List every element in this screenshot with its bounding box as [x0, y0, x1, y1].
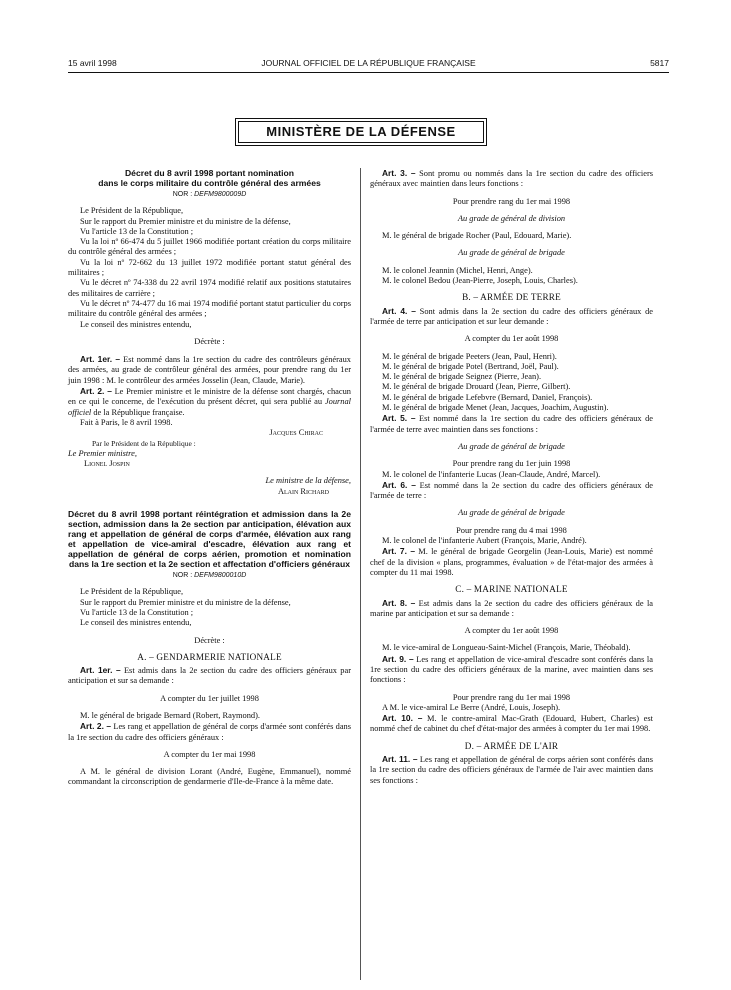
article-text: M. le général de brigade Georgelin (Jean-Louis, Marie) est nommé chef de la division « plans, programmes, évaluation » de l'état-major des armées à compter du 11 mai 1998.: [370, 547, 653, 577]
article-text: M. le contre-amiral Mac-Grath (Edouard, Hubert, Charles) est nommé chef de cabinet du chef d'état-major des armées à compter du 1er mai 1998.: [370, 714, 653, 734]
d1-md-name: Alain Richard: [277, 486, 329, 496]
officer-name: M. le général de brigade Lefebvre (Bernard, Daniel, François).: [382, 392, 593, 402]
section-d-heading: D. – ARMÉE DE L'AIR: [464, 740, 559, 751]
officer-name: M. le général de brigade Rocher (Paul, Edouard, Marie).: [382, 231, 572, 241]
decree1-nor: [68, 190, 351, 200]
officer-name: M. le général de brigade Menet (Jean, Jacques, Joachim, Augustin).: [382, 403, 609, 413]
article-10: [370, 713, 653, 735]
article-11: [370, 754, 653, 786]
a-article-1: [68, 665, 351, 687]
d1-signature-president: Jacques Chirac: [269, 428, 323, 438]
article-label: Art. 2. –: [80, 386, 112, 397]
article-9: [370, 654, 653, 686]
grade-heading: Au grade de général de brigade: [458, 508, 565, 518]
article-8: [370, 598, 653, 620]
article-text: Est admis dans la 2e section du cadre des officiers généraux par anticipation et sur sa demande :: [68, 666, 351, 686]
article-label: Art. 4. –: [382, 305, 416, 316]
d1-para: Vu le décret nº 74-477 du 16 mai 1974 modifié portant statut particulier du corps militaire du contrôle général des armées ;: [68, 298, 351, 319]
header-journal-title: JOURNAL OFFICIEL DE LA RÉPUBLIQUE FRANÇAISE: [261, 58, 476, 68]
decree2-nor: [68, 571, 351, 581]
article-text: Sont promu ou nommés dans la 1re section du cadre des officiers généraux avec maintien dans leurs fonctions :: [370, 169, 653, 189]
officer-name: M. le colonel de l'infanterie Aubert (François, Marie, André).: [382, 536, 587, 546]
rank-date: Pour prendre rang du 4 mai 1998: [456, 525, 567, 535]
article-text: Le Premier ministre et le ministre de la défense sont chargés, chacun en ce qui le concerne, de l'exécution du présent décret, qui sera publié au: [68, 387, 351, 407]
d1-par-president: Par le Président de la République :: [92, 438, 196, 448]
article-4: [370, 306, 653, 328]
left-column: [68, 168, 351, 788]
rank-date: A compter du 1er août 1998: [464, 626, 559, 636]
article-text: Sont admis dans la 2e section du cadre des officiers généraux de l'armée de terre par anticipation et sur leur demande :: [370, 306, 653, 326]
column-divider: [360, 168, 361, 980]
d1-para: Sur le rapport du Premier ministre et du ministre de la défense,: [80, 216, 291, 226]
d1-para: Vu le décret nº 74-338 du 22 avril 1974 modifié relatif aux positions statutaires des militaires de carrière ;: [68, 278, 351, 298]
page-header: [68, 58, 669, 72]
article-3: [370, 168, 653, 190]
article-label: Art. 5. –: [382, 413, 416, 424]
article-label: Art. 10. –: [382, 713, 423, 724]
right-column: [370, 168, 653, 786]
grade-heading: Au grade de général de division: [457, 213, 566, 223]
article-text: Est nommé dans la 1re section du cadre des contrôleurs généraux des armées, au grade de contrôleur général des armées, pour prendre rang du 1er juin 1998 : M. le contrôleur des armées Josselin (Jean, Claude, Marie).: [68, 355, 351, 385]
a-date-1: A compter du 1er juillet 1998: [160, 693, 259, 703]
article-text-italic: Journal officiel: [68, 397, 351, 417]
decree1-title-line2: dans le corps militaire du contrôle général des armées: [98, 178, 321, 188]
article-text: Est nommé dans la 1re section du cadre des officiers généraux de l'armée de terre avec maintien dans ses fonctions :: [370, 414, 653, 434]
article-7: [370, 546, 653, 578]
officer-name: M. le général de brigade Drouard (Jean, Pierre, Gilbert).: [382, 382, 571, 392]
d1-article-2: [68, 386, 351, 418]
article-text: Les rang et appellation de général de corps d'armée sont conférés dans la 1re section du cadre des officiers généraux :: [68, 722, 351, 742]
d1-pm-title: Le Premier ministre,: [68, 448, 137, 458]
section-b-heading: B. – ARMÉE DE TERRE: [462, 292, 561, 303]
officer-name: M. le colonel Jeannin (Michel, Henri, Ange).: [382, 265, 533, 275]
header-date: 15 avril 1998: [68, 58, 117, 68]
nor-label: NOR :: [172, 572, 195, 580]
d1-para: Vu l'article 13 de la Constitution ;: [80, 226, 194, 236]
d1-para: Vu la loi nº 66-474 du 5 juillet 1966 modifiée portant création du corps militaire du contrôle général des armées ;: [68, 237, 351, 257]
decree2-title: Décret du 8 avril 1998 portant réintégration et admission dans la 2e section, admission dans la 2e section par anticipation, élévation aux rang et appellation de général de corps d'armée, élévation aux rang et appellation de vice-amiral d'escadre, élévation aux rang et appellation de général de corps aérien, promotion et nomination dans la 1re section et la 2e section et affectation d'officiers généraux: [68, 509, 351, 570]
d1-pm-name: Lionel Jospin: [84, 459, 130, 469]
d1-article-1: [68, 354, 351, 386]
article-label: Art. 3. –: [382, 168, 416, 178]
article-text: Est admis dans la 2e section du cadre des officiers généraux de la marine par anticipation et sur sa demande :: [370, 598, 653, 618]
ministry-title: MINISTÈRE DE LA DÉFENSE: [266, 124, 456, 139]
officer-name: A M. le vice-amiral Le Berre (André, Louis, Joseph).: [382, 702, 561, 712]
officer-name: M. le général de brigade Potel (Bertrand, Joël, Paul).: [382, 361, 559, 371]
grade-heading: Au grade de général de brigade: [458, 248, 565, 258]
d1-md-title: Le ministre de la défense,: [265, 476, 351, 486]
article-label: Art. 2. –: [80, 721, 112, 732]
article-5: [370, 413, 653, 435]
officer-name: M. le colonel de l'infanterie Lucas (Jean-Claude, André, Marcel).: [382, 469, 601, 479]
article-text: de la République française.: [91, 407, 185, 417]
article-label: Art. 8. –: [382, 597, 416, 608]
d2-para: Le Président de la République,: [80, 587, 184, 597]
rank-date: A compter du 1er août 1998: [464, 334, 559, 344]
article-label: Art. 1er. –: [80, 665, 121, 676]
article-text: Les rang et appellation de général de corps aérien sont conférés dans la 1re section du cadre des officiers généraux de l'armée de l'air avec maintien dans ses fonctions :: [370, 755, 654, 785]
d1-para: Le Président de la République,: [80, 206, 184, 216]
rank-date: Pour prendre rang du 1er mai 1998: [452, 692, 571, 702]
article-label: Art. 7. –: [382, 546, 416, 557]
a-article-2: [68, 721, 351, 743]
section-a-heading: A. – GENDARMERIE NATIONALE: [137, 651, 282, 662]
officer-name: M. le général de brigade Seignez (Pierre, Jean).: [382, 372, 542, 382]
d1-decrete: Décrète :: [194, 336, 225, 346]
article-text: Les rang et appellation de vice-amiral d'escadre sont conférés dans la 1re section du cadre des officiers généraux de la marine, avec maintien dans ses fonctions :: [370, 654, 653, 685]
rank-date: Pour prendre rang du 1er juin 1998: [452, 459, 571, 469]
article-label: Art. 6. –: [382, 479, 416, 490]
rank-date: Pour prendre rang du 1er mai 1998: [452, 196, 571, 206]
header-page-number: 5817: [650, 58, 669, 68]
article-label: Art. 1er. –: [80, 354, 121, 365]
decree1-title-line1: Décret du 8 avril 1998 portant nomination: [124, 168, 295, 178]
article-6: [370, 480, 653, 502]
nor-label: NOR :: [172, 191, 195, 198]
nor-code: DEFM9800009D: [194, 191, 247, 198]
d1-fait: Fait à Paris, le 8 avril 1998.: [80, 417, 173, 427]
article-text: Est nommé dans la 2e section du cadre des officiers généraux de l'armée de terre :: [370, 480, 653, 501]
a-name-2: A M. le général de division Lorant (André, Eugène, Emmanuel), nommé commandant la circonscription de gendarmerie d'Ile-de-France à la même date.: [68, 767, 351, 787]
header-rule: [68, 72, 669, 73]
section-c-heading: C. – MARINE NATIONALE: [455, 584, 568, 595]
d2-para: Le conseil des ministres entendu,: [80, 618, 192, 628]
ministry-box: [238, 121, 484, 143]
d1-para: Le conseil des ministres entendu,: [80, 319, 192, 329]
nor-code: DEFM9800010D: [194, 572, 247, 580]
a-date-2: A compter du 1er mai 1998: [163, 749, 256, 759]
article-label: Art. 9. –: [382, 653, 414, 664]
officer-name: M. le général de brigade Peeters (Jean, Paul, Henri).: [382, 351, 557, 361]
d2-para: Sur le rapport du Premier ministre et du ministre de la défense,: [80, 597, 291, 607]
d2-para: Vu l'article 13 de la Constitution ;: [80, 607, 194, 617]
officer-name: M. le colonel Bedou (Jean-Pierre, Joseph, Louis, Charles).: [382, 276, 578, 286]
d1-para: Vu la loi nº 72-662 du 13 juillet 1972 modifiée portant statut général des militaires ;: [68, 257, 351, 278]
article-label: Art. 11. –: [382, 754, 418, 765]
grade-heading: Au grade de général de brigade: [458, 441, 565, 451]
officer-name: M. le vice-amiral de Longueau-Saint-Michel (François, Marie, Théobald).: [382, 643, 631, 653]
d2-decrete: Décrète :: [194, 635, 225, 645]
a-name-1: M. le général de brigade Bernard (Robert, Raymond).: [80, 710, 261, 720]
